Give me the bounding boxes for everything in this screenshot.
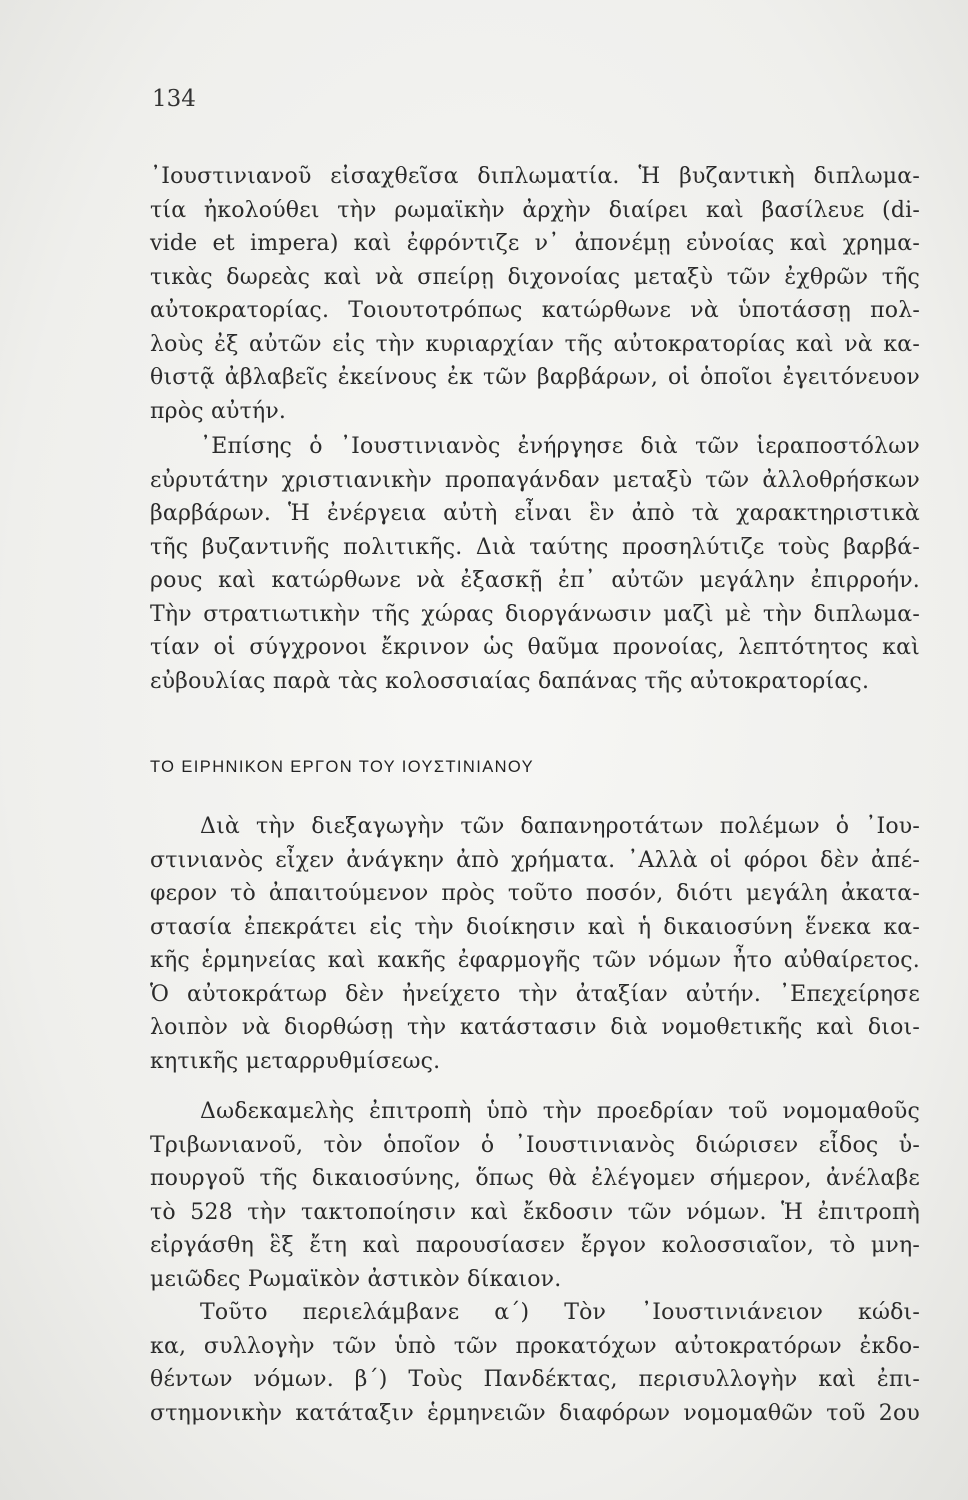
- text-line: τίαν οἱ σύγχρονοι ἔκρινον ὡς θαῦμα προνοίας, λεπτότητος καὶ: [150, 635, 920, 660]
- section-heading: ΤΟ ΕΙΡΗΝΙΚΟΝ ΕΡΓΟΝ ΤΟΥ ΙΟΥΣΤΙΝΙΑΝΟΥ: [150, 758, 535, 776]
- text-line: εὐβουλίας παρὰ τὰς κολοσσιαίας δαπάνας τῆς αὐτοκρατορίας.: [150, 668, 870, 694]
- text-line: λοιπὸν νὰ διορθώσῃ τὴν κατάστασιν διὰ νομοθετικῆς καὶ διοι-: [150, 1015, 920, 1040]
- text-line: κητικῆς μεταρρυθμίσεως.: [150, 1048, 441, 1074]
- text-line: θιστᾷ ἀβλαβεῖς ἐκείνους ἐκ τῶν βαρβάρων, οἱ ὁποῖοι ἐγειτόνευον: [150, 365, 920, 390]
- text-line: ᾿Επίσης ὁ ᾿Ιουστινιανὸς ἐνήργησε διὰ τῶν ἱεραποστόλων: [200, 434, 920, 459]
- text-line: Τοῦτο περιελάμβανε α΄) Τὸν ᾿Ιουστινιάνειον κώδι-: [200, 1300, 920, 1325]
- text-line: πρὸς αὐτήν.: [150, 398, 287, 424]
- paragraph-commission: [150, 1095, 920, 1296]
- text-line: αὐτοκρατορίας. Τοιουτοτρόπως κατώρθωνε νὰ ὑποτάσσῃ πολ-: [150, 298, 920, 323]
- paragraph-codex: [150, 1296, 920, 1430]
- text-line: στημονικὴν κατάταξιν ἑρμηνειῶν διαφόρων νομομαθῶν τοῦ 2ου: [150, 1400, 920, 1426]
- text-line: Τριβωνιανοῦ, τὸν ὁποῖον ὁ ᾿Ιουστινιανὸς διώρισεν εἶδος ὑ-: [150, 1132, 920, 1158]
- text-line: vide et impera) καὶ ἐφρόντιζε ν᾿ ἀπονέμῃ εὐνοίας καὶ χρημα-: [150, 231, 920, 256]
- text-line: μειῶδες Ρωμαϊκὸν ἀστικὸν δίκαιον.: [150, 1266, 562, 1292]
- text-line: κα, συλλογὴν τῶν ὑπὸ τῶν προκατόχων αὐτοκρατόρων ἐκδο-: [150, 1333, 920, 1359]
- text-line: τὸ 528 τὴν τακτοποίησιν καὶ ἔκδοσιν τῶν νόμων. Ἡ ἐπιτροπὴ: [150, 1199, 920, 1225]
- text-line: ᾿Ιουστινιανοῦ εἰσαχθεῖσα διπλωματία. Ἡ βυζαντικὴ διπλωμα-: [150, 164, 920, 189]
- paragraph-finances: [150, 810, 920, 1078]
- text-line: τία ἠκολούθει τὴν ρωμαϊκὴν ἀρχὴν διαίρει καὶ βασίλευε (di-: [150, 197, 920, 223]
- text-line: εἰργάσθη ἓξ ἔτη καὶ παρουσίασεν ἔργον κολοσσιαῖον, τὸ μνη-: [150, 1233, 920, 1258]
- text-line: ρους καὶ κατώρθωνε νὰ ἐξασκῇ ἐπ᾿ αὐτῶν μεγάλην ἐπιρροήν.: [150, 568, 920, 593]
- text-line: Διὰ τὴν διεξαγωγὴν τῶν δαπανηροτάτων πολέμων ὁ ᾿Ιου-: [200, 814, 920, 839]
- text-line: στινιανὸς εἶχεν ἀνάγκην ἀπὸ χρήματα. ᾿Αλλὰ οἱ φόροι δὲν ἀπέ-: [150, 847, 920, 873]
- text-line: Τὴν στρατιωτικὴν τῆς χώρας διοργάνωσιν μαζὶ μὲ τὴν διπλωμα-: [150, 601, 920, 627]
- text-line: φερον τὸ ἀπαιτούμενον πρὸς τοῦτο ποσόν, διότι μεγάλη ἀκατα-: [150, 881, 920, 906]
- text-line: πουργοῦ τῆς δικαιοσύνης, ὅπως θὰ ἐλέγομεν σήμερον, ἀνέλαβε: [150, 1166, 920, 1191]
- text-line: θέντων νόμων. β΄) Τοὺς Πανδέκτας, περισυλλογὴν καὶ ἐπι-: [150, 1367, 920, 1392]
- text-line: στασία ἐπεκράτει εἰς τὴν διοίκησιν καὶ ἡ δικαιοσύνη ἕνεκα κα-: [150, 914, 920, 940]
- text-line: Ὁ αὐτοκράτωρ δὲν ἠνείχετο τὴν ἀταξίαν αὐτήν. ᾿Επεχείρησε: [150, 981, 920, 1007]
- paragraph-diplomacy: [150, 160, 920, 428]
- text-line: εὐρυτάτην χριστιανικὴν προπαγάνδαν μεταξὺ τῶν ἀλλοθρήσκων: [150, 467, 920, 493]
- text-line: τῆς βυζαντινῆς πολιτικῆς. Διὰ ταύτης προσηλύτιζε τοὺς βαρβά-: [150, 534, 920, 560]
- page-number: 134: [152, 86, 196, 112]
- text-line: κῆς ἑρμηνείας καὶ κακῆς ἐφαρμογῆς τῶν νόμων ἦτο αὐθαίρετος.: [150, 948, 920, 973]
- text-line: βαρβάρων. Ἡ ἐνέργεια αὐτὴ εἶναι ἓν ἀπὸ τὰ χαρακτηριστικὰ: [150, 501, 920, 526]
- text-line: Δωδεκαμελὴς ἐπιτροπὴ ὑπὸ τὴν προεδρίαν τοῦ νομομαθοῦς: [200, 1099, 920, 1124]
- text-line: λοὺς ἐξ αὐτῶν εἰς τὴν κυριαρχίαν τῆς αὐτοκρατορίας καὶ νὰ κα-: [150, 331, 920, 357]
- text-line: τικὰς δωρεὰς καὶ νὰ σπείρῃ διχονοίας μεταξὺ τῶν ἐχθρῶν τῆς: [150, 264, 920, 290]
- paragraph-missionaries: [150, 430, 920, 698]
